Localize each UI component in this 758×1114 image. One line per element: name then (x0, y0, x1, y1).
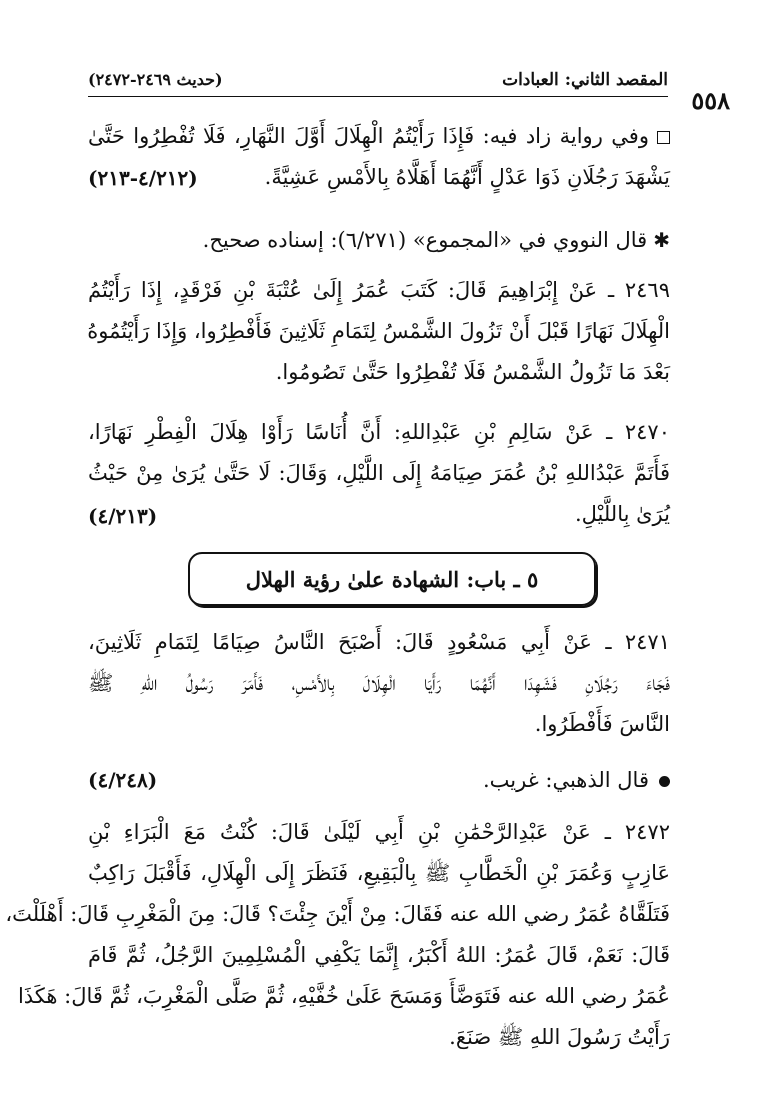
bullet-dot-icon (659, 776, 670, 787)
hadith-2472 (5, 812, 670, 1060)
hadith-2472-line-2: عَازِبٍ وَعُمَرَ بْنِ الْخَطَّابِ ﷺ بِالْبَقِيعِ، فَنَظَرَ إِلَى الْهِلَالِ، فَأَقْبَلَ رَاكِبٌ (88, 861, 670, 885)
hadith-2472-line-5: عُمَرُ رضي الله عنه فَتَوَضَّأَ وَمَسَحَ عَلَىٰ خُفَّيْهِ، ثُمَّ صَلَّى الْمَغْرِبَ، ثُمَّ قَالَ: هَكَذَا (17, 984, 670, 1008)
hadith-range: (حديث ٢٤٦٩-٢٤٧٢) (88, 70, 223, 89)
riwaya-reference: (٤/٢١٢-٢١٣) (88, 166, 198, 190)
chapter-heading (188, 552, 596, 606)
hadith-2470-line-2: فَأَتَمَّ عَبْدُاللهِ بْنُ عُمَرَ صِيَامَهُ إِلَى اللَّيْلِ، وَقَالَ: لَا حَتَّىٰ يُرَىٰ مِنْ حَيْثُ (88, 461, 670, 485)
hadith-2469-line-1: ٢٤٦٩ ـ عَنْ إِبْرَاهِيمَ قَالَ: كَتَبَ عُمَرُ إِلَىٰ عُتْبَةَ بْنِ فَرْقَدٍ، إِذَا رَأَيْتُمُ (88, 278, 670, 302)
chapter-title: ٥ ـ باب: الشهادة علىٰ رؤية الهلال (245, 566, 539, 592)
asterisk-icon: ✱ (653, 228, 670, 252)
hadith-2472-line-3: فَتَلَقَّاهُ عُمَرُ رضي الله عنه فَقَالَ: مِنْ أَيْنَ جِئْتَ؟ قَالَ: مِنَ الْمَغْرِبِ قَالَ: أَهْلَلْتَ، (5, 902, 670, 926)
note-nawawi (88, 220, 670, 262)
note-dhahabi-text: قال الذهبي: غريب. (482, 768, 649, 792)
hadith-2469-line-3: بَعْدَ مَا تَزُولُ الشَّمْسُ فَلَا تُفْطِرُوا حَتَّىٰ تَصُومُوا. (275, 360, 670, 384)
hadith-2472-line-1: ٢٤٧٢ ـ عَنْ عَبْدِالرَّحْمَٰنِ بْنِ أَبِي لَيْلَىٰ قَالَ: كُنْتُ مَعَ الْبَرَاءِ بْنِ (88, 820, 670, 844)
hadith-2469-line-2: الْهِلَالَ نَهَارًا قَبْلَ أَنْ تَزُولَ الشَّمْسُ لِتَمَامِ ثَلَاثِينَ فَأَفْطِرُوا، وَإِذَا رَأَيْتُمُوهُ (87, 319, 670, 343)
note-dhahabi-reference: (٤/٢٤٨) (88, 768, 158, 792)
hadith-2470-reference: (٤/٢١٣) (88, 504, 158, 528)
square-bullet-icon (657, 131, 670, 144)
riwaya-line-2: يَشْهَدَ رَجُلَانِ ذَوَا عَدْلٍ أَنَّهُمَا أَهَلَّاهُ بِالأَمْسِ عَشِيَّةً. (264, 165, 670, 189)
hadith-2471 (88, 622, 670, 746)
hadith-2472-line-4: قَالَ: نَعَمْ، قَالَ عُمَرُ: اللهُ أَكْبَرُ، إِنَّمَا يَكْفِي الْمُسْلِمِينَ الرَّجُلُ، ثُمَّ قَامَ (88, 943, 670, 967)
hadith-2470-line-1: ٢٤٧٠ ـ عَنْ سَالِمِ بْنِ عَبْدِاللهِ: أَنَّ أُنَاسًا رَأَوْا هِلَالَ الْفِطْرِ نَهَارًا، (88, 420, 670, 444)
hadith-2469 (88, 270, 670, 394)
paragraph-riwaya (88, 116, 670, 200)
page-number: ٥٥٨ (691, 86, 730, 115)
section-title: المقصد الثاني: العبادات (502, 70, 668, 90)
page-header (88, 70, 668, 97)
note-dhahabi (88, 760, 670, 802)
hadith-2471-line-1: ٢٤٧١ ـ عَنْ أَبِي مَسْعُودٍ قَالَ: أَصْبَحَ النَّاسُ صِيَامًا لِتَمَامِ ثَلَاثِينَ، (88, 630, 670, 654)
riwaya-line-1: وفي رواية زاد فيه: فَإِذَا رَأَيْتُمُ الْهِلَالَ أَوَّلَ النَّهَارِ، فَلَا تُفْطِرُوا حَتَّىٰ (88, 124, 649, 148)
hadith-2470-line-3: يُرَىٰ بِاللَّيْلِ. (574, 502, 670, 526)
hadith-2470 (88, 412, 670, 536)
hadith-2471-line-2: فَجَاءَ رَجُلَانِ فَشَهِدَا أَنَّهُمَا رَأَيَا الْهِلَالَ بِالأَمْسِ، فَأَمَرَ رَسُولُ اللهِ ﷺ (88, 671, 670, 695)
note-nawawi-text: قال النووي في «المجموع» (٦/٢٧١): إسناده صحيح. (202, 228, 648, 252)
hadith-2472-line-6: رَأَيْتُ رَسُولَ اللهِ ﷺ صَنَعَ. (449, 1025, 670, 1049)
hadith-2471-line-3: النَّاسَ فَأَفْطَرُوا. (534, 712, 670, 736)
